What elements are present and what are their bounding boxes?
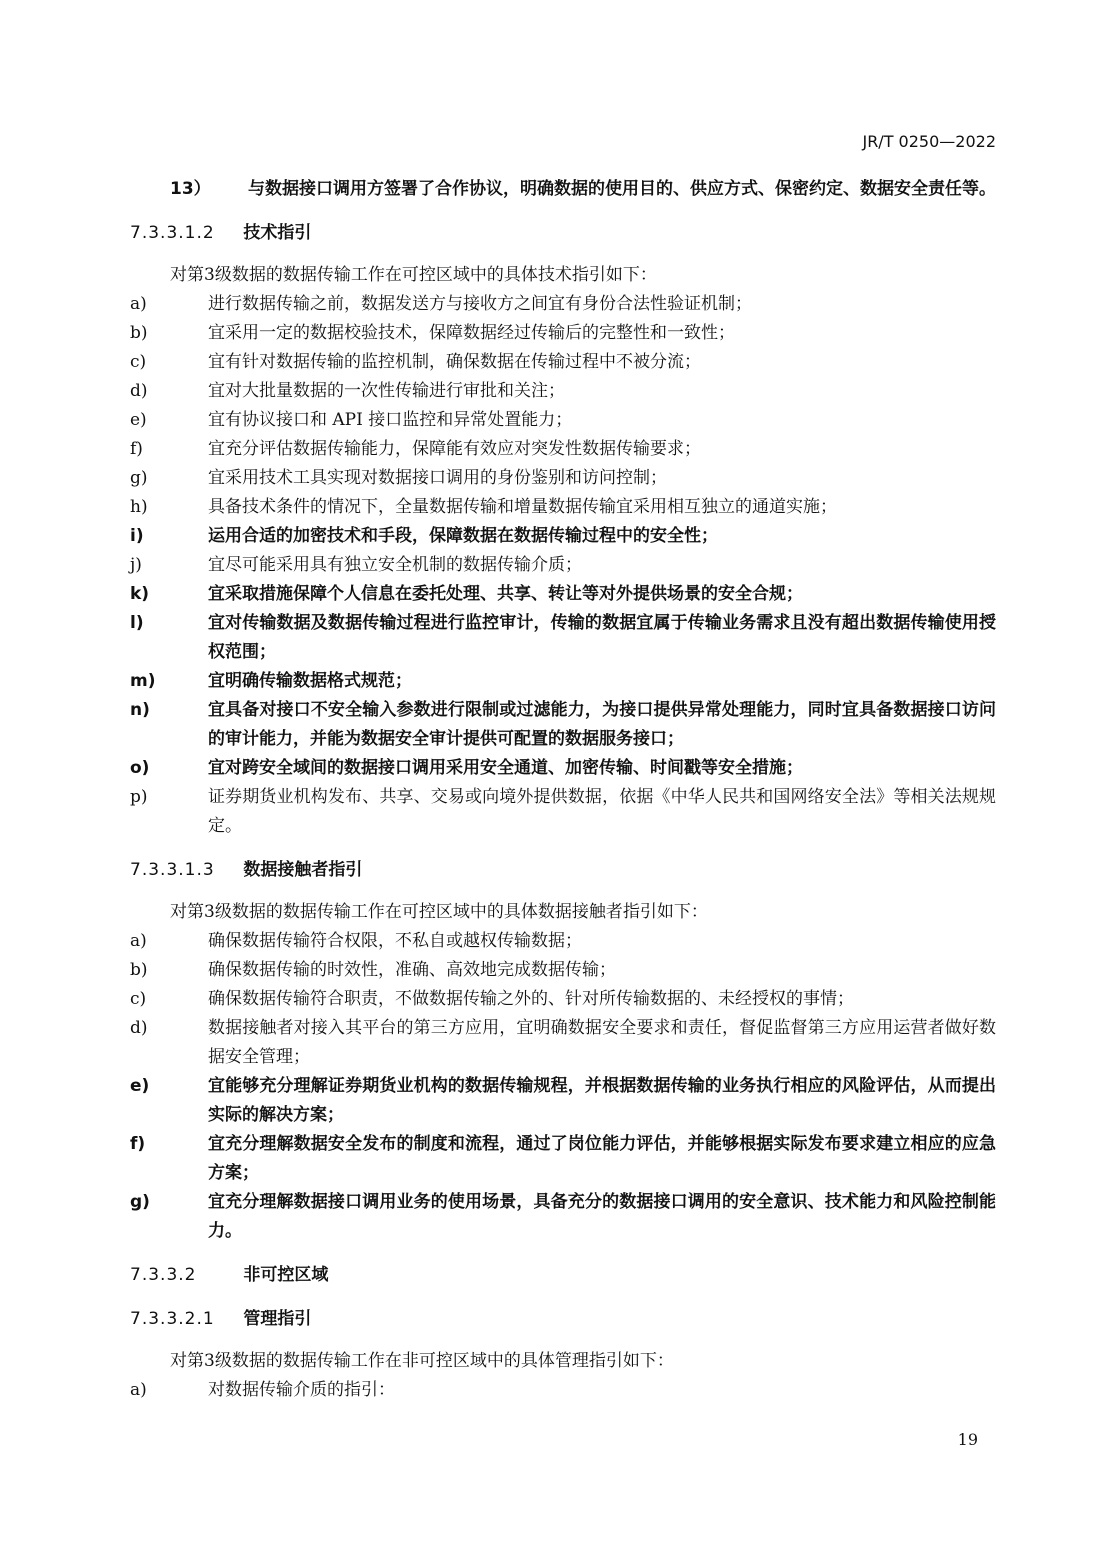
section-number: 7.3.3.2.1 bbox=[130, 1309, 215, 1329]
list-text: 宜采用技术工具实现对数据接口调用的身份鉴别和访问控制； bbox=[208, 468, 667, 488]
list-item bbox=[130, 783, 996, 841]
list-marker: n) bbox=[130, 700, 150, 720]
list-text: 宜对传输数据及数据传输过程进行监控审计，传输的数据宜属于传输业务需求且没有超出数据传输使用授权范围； bbox=[208, 613, 996, 662]
list-text: 运用合适的加密技术和手段，保障数据在数据传输过程中的安全性； bbox=[208, 526, 718, 546]
list-item bbox=[130, 667, 996, 696]
list-item bbox=[130, 377, 996, 406]
list-item bbox=[130, 1014, 996, 1072]
list-item bbox=[130, 580, 996, 609]
section-number: 7.3.3.2 bbox=[130, 1265, 197, 1285]
section-heading bbox=[130, 1261, 996, 1290]
list-marker: f) bbox=[130, 439, 143, 459]
list-item bbox=[130, 175, 996, 204]
list-text: 宜采用一定的数据校验技术，保障数据经过传输后的完整性和一致性； bbox=[208, 323, 735, 343]
section-title: 数据接触者指引 bbox=[243, 860, 363, 880]
list-marker: h) bbox=[130, 497, 148, 517]
list-item bbox=[130, 985, 996, 1014]
list-text: 宜明确传输数据格式规范； bbox=[208, 671, 412, 691]
list-marker: e) bbox=[130, 410, 147, 430]
section-intro: 对第3级数据的数据传输工作在可控区域中的具体技术指引如下： bbox=[170, 265, 657, 285]
list-marker: g) bbox=[130, 1192, 150, 1212]
list-item bbox=[130, 956, 996, 985]
list-marker: k) bbox=[130, 584, 150, 604]
section-heading bbox=[130, 219, 996, 248]
list-marker: j) bbox=[130, 555, 142, 575]
list-text: 与数据接口调用方签署了合作协议，明确数据的使用目的、供应方式、保密约定、数据安全责任等。 bbox=[248, 179, 996, 199]
list-item bbox=[130, 493, 996, 522]
list-text: 确保数据传输的时效性，准确、高效地完成数据传输； bbox=[208, 960, 616, 980]
document-number: JR/T 0250—2022 bbox=[862, 132, 996, 151]
list-marker: 13） bbox=[170, 179, 211, 199]
list-marker: a) bbox=[130, 1380, 147, 1400]
list-marker: g) bbox=[130, 468, 148, 488]
list-text: 对数据传输介质的指引： bbox=[208, 1380, 395, 1400]
section-heading bbox=[130, 1305, 996, 1334]
list-marker: a) bbox=[130, 294, 147, 314]
list-marker: p) bbox=[130, 787, 148, 807]
list-item bbox=[130, 1072, 996, 1130]
list-text: 宜对大批量数据的一次性传输进行审批和关注； bbox=[208, 381, 565, 401]
list-item bbox=[130, 551, 996, 580]
list-item bbox=[130, 1376, 996, 1405]
list-marker: a) bbox=[130, 931, 147, 951]
list-item bbox=[130, 609, 996, 667]
list-text: 宜有协议接口和 API 接口监控和异常处置能力； bbox=[208, 410, 573, 430]
section-number: 7.3.3.1.3 bbox=[130, 860, 215, 880]
list-text: 具备技术条件的情况下，全量数据传输和增量数据传输宜采用相互独立的通道实施； bbox=[208, 497, 837, 517]
list-marker: i) bbox=[130, 526, 144, 546]
list-text: 确保数据传输符合职责，不做数据传输之外的、针对所传输数据的、未经授权的事情； bbox=[208, 989, 854, 1009]
list-item bbox=[130, 290, 996, 319]
section-title: 技术指引 bbox=[243, 223, 312, 243]
list-marker: c) bbox=[130, 989, 147, 1009]
section-intro: 对第3级数据的数据传输工作在非可控区域中的具体管理指引如下： bbox=[170, 1351, 674, 1371]
list-text: 证券期货业机构发布、共享、交易或向境外提供数据，依据《中华人民共和国网络安全法》等相关法规规定。 bbox=[208, 787, 996, 836]
list-text: 宜具备对接口不安全输入参数进行限制或过滤能力，为接口提供异常处理能力，同时宜具备数据接口访问的审计能力，并能为数据安全审计提供可配置的数据服务接口； bbox=[208, 700, 996, 749]
list-text: 数据接触者对接入其平台的第三方应用，宜明确数据安全要求和责任，督促监督第三方应用运营者做好数据安全管理； bbox=[208, 1018, 996, 1067]
list-item bbox=[130, 1188, 996, 1246]
list-marker: b) bbox=[130, 960, 148, 980]
list-marker: d) bbox=[130, 381, 148, 401]
list-item bbox=[130, 522, 996, 551]
list-marker: e) bbox=[130, 1076, 150, 1096]
section-number: 7.3.3.1.2 bbox=[130, 223, 215, 243]
list-item bbox=[130, 406, 996, 435]
list-text: 进行数据传输之前，数据发送方与接收方之间宜有身份合法性验证机制； bbox=[208, 294, 752, 314]
section-title: 非可控区域 bbox=[243, 1265, 329, 1285]
page-body bbox=[130, 175, 996, 1405]
section-heading bbox=[130, 856, 996, 885]
list-text: 宜对跨安全域间的数据接口调用采用安全通道、加密传输、时间戳等安全措施； bbox=[208, 758, 803, 778]
list-marker: m) bbox=[130, 671, 156, 691]
list-item bbox=[130, 754, 996, 783]
list-text: 宜充分理解数据安全发布的制度和流程，通过了岗位能力评估，并能够根据实际发布要求建立相应的应急方案； bbox=[208, 1134, 996, 1183]
list-marker: d) bbox=[130, 1018, 148, 1038]
list-marker: f) bbox=[130, 1134, 146, 1154]
list-item bbox=[130, 348, 996, 377]
page-number: 19 bbox=[957, 1430, 978, 1449]
list-text: 确保数据传输符合权限，不私自或越权传输数据； bbox=[208, 931, 582, 951]
list-text: 宜充分理解数据接口调用业务的使用场景，具备充分的数据接口调用的安全意识、技术能力和风险控制能力。 bbox=[208, 1192, 996, 1241]
list-item bbox=[130, 464, 996, 493]
list-marker: b) bbox=[130, 323, 148, 343]
section-title: 管理指引 bbox=[243, 1309, 312, 1329]
list-text: 宜有针对数据传输的监控机制，确保数据在传输过程中不被分流； bbox=[208, 352, 701, 372]
list-text: 宜尽可能采用具有独立安全机制的数据传输介质； bbox=[208, 555, 582, 575]
list-text: 宜充分评估数据传输能力，保障能有效应对突发性数据传输要求； bbox=[208, 439, 701, 459]
list-text: 宜能够充分理解证券期货业机构的数据传输规程，并根据数据传输的业务执行相应的风险评估，从而提出实际的解决方案； bbox=[208, 1076, 996, 1125]
section-intro: 对第3级数据的数据传输工作在可控区域中的具体数据接触者指引如下： bbox=[170, 902, 708, 922]
list-item bbox=[130, 696, 996, 754]
list-marker: o) bbox=[130, 758, 150, 778]
list-text: 宜采取措施保障个人信息在委托处理、共享、转让等对外提供场景的安全合规； bbox=[208, 584, 803, 604]
list-marker: l) bbox=[130, 613, 144, 633]
list-item bbox=[130, 927, 996, 956]
list-item bbox=[130, 1130, 996, 1188]
list-marker: c) bbox=[130, 352, 147, 372]
list-item bbox=[130, 319, 996, 348]
list-item bbox=[130, 435, 996, 464]
